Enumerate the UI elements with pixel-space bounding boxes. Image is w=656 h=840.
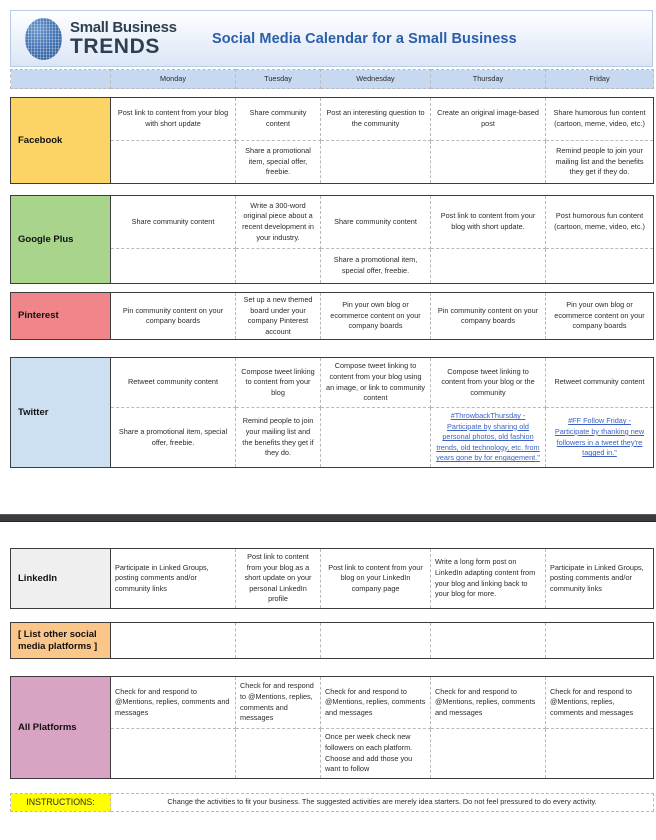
cell-facebook-wednesday-2[interactable] — [321, 141, 431, 184]
cell-list-other-social-media-platforms-monday-1[interactable] — [111, 623, 236, 659]
cell-pinterest-wednesday-1[interactable]: Pin your own blog or ecommerce content on your company boards — [321, 293, 431, 340]
cell-google-plus-tuesday-1[interactable]: Write a 300-word original piece about a recent development in your industry. — [236, 196, 321, 249]
cell-twitter-tuesday-2[interactable]: Remind people to join your mailing list and the benefits they get if they do. — [236, 408, 321, 468]
platform-row — [11, 358, 654, 408]
instructions-table — [10, 793, 654, 812]
platform-label-list-other-social-media-platforms: [ List other social media platforms ] — [11, 623, 111, 659]
day-header-wednesday: Wednesday — [321, 70, 431, 89]
cell-google-plus-thursday-2[interactable] — [431, 249, 546, 284]
small-business-trends-logo — [25, 18, 177, 60]
page-title: Social Media Calendar for a Small Business — [211, 30, 517, 47]
cell-twitter-tuesday-1[interactable]: Compose tweet linking to content from your blog — [236, 358, 321, 408]
day-header-corner — [11, 70, 111, 89]
cell-all-platforms-friday-1[interactable]: Check for and respond to @Mentions, replies, comments and messages — [546, 677, 654, 729]
cell-twitter-thursday-2[interactable] — [431, 408, 546, 468]
page-break-divider — [0, 514, 656, 522]
platform-row — [11, 98, 654, 141]
cell-facebook-thursday-2[interactable] — [431, 141, 546, 184]
cell-facebook-tuesday-1[interactable]: Share community content — [236, 98, 321, 141]
logo-line-2: TRENDS — [70, 35, 160, 58]
cell-all-platforms-monday-1[interactable]: Check for and respond to @Mentions, replies, comments and messages — [111, 677, 236, 729]
cell-link[interactable]: #FF Follow Friday - Participate by thanking new followers in a tweet they're tagged in." — [554, 416, 645, 458]
cell-list-other-social-media-platforms-friday-1[interactable] — [546, 623, 654, 659]
cell-facebook-friday-1[interactable]: Share humorous fun content (cartoon, meme, video, etc.) — [546, 98, 654, 141]
platform-row — [11, 623, 654, 659]
cell-list-other-social-media-platforms-tuesday-1[interactable] — [236, 623, 321, 659]
cell-twitter-friday-2[interactable] — [546, 408, 654, 468]
cell-all-platforms-thursday-1[interactable]: Check for and respond to @Mentions, replies, comments and messages — [431, 677, 546, 729]
cell-google-plus-wednesday-2[interactable]: Share a promotional item, special offer, freebie. — [321, 249, 431, 284]
platform-label-all-platforms: All Platforms — [11, 677, 111, 779]
cell-linkedin-tuesday-1[interactable]: Post link to content from your blog as a short update on your personal LinkedIn profile — [236, 549, 321, 609]
globe-icon — [25, 18, 62, 60]
header-banner — [10, 10, 653, 67]
cell-all-platforms-tuesday-1[interactable]: Check for and respond to @Mentions, replies, comments and messages — [236, 677, 321, 729]
platform-label-facebook: Facebook — [11, 98, 111, 184]
day-header-monday: Monday — [111, 70, 236, 89]
cell-facebook-thursday-1[interactable]: Create an original image-based post — [431, 98, 546, 141]
cell-linkedin-thursday-1[interactable]: Write a long form post on LinkedIn adapting content from your blog and linking back to your blog for more. — [431, 549, 546, 609]
cell-google-plus-monday-1[interactable]: Share community content — [111, 196, 236, 249]
day-header-friday: Friday — [546, 70, 654, 89]
instructions-row — [11, 794, 654, 812]
platform-block-pinterest — [10, 292, 654, 340]
cell-linkedin-wednesday-1[interactable]: Post link to content from your blog on your LinkedIn company page — [321, 549, 431, 609]
platform-label-linkedin: LinkedIn — [11, 549, 111, 609]
cell-linkedin-friday-1[interactable]: Participate in Linked Groups, posting comments and/or community links — [546, 549, 654, 609]
platform-row — [11, 293, 654, 340]
cell-facebook-monday-2[interactable] — [111, 141, 236, 184]
platform-label-google-plus: Google Plus — [11, 196, 111, 284]
cell-pinterest-tuesday-1[interactable]: Set up a new themed board under your company Pinterest account — [236, 293, 321, 340]
cell-facebook-friday-2[interactable]: Remind people to join your mailing list and the benefits they get if they do. — [546, 141, 654, 184]
platform-block-facebook — [10, 97, 654, 184]
cell-google-plus-tuesday-2[interactable] — [236, 249, 321, 284]
platform-block-all-platforms — [10, 676, 654, 779]
cell-list-other-social-media-platforms-thursday-1[interactable] — [431, 623, 546, 659]
cell-pinterest-monday-1[interactable]: Pin community content on your company boards — [111, 293, 236, 340]
day-header-thursday: Thursday — [431, 70, 546, 89]
cell-google-plus-monday-2[interactable] — [111, 249, 236, 284]
platform-block-twitter — [10, 357, 654, 468]
cell-twitter-monday-1[interactable]: Retweet community content — [111, 358, 236, 408]
cell-facebook-tuesday-2[interactable]: Share a promotional item, special offer, freebie. — [236, 141, 321, 184]
platform-block-linkedin — [10, 548, 654, 609]
cell-facebook-wednesday-1[interactable]: Post an interesting question to the community — [321, 98, 431, 141]
cell-twitter-friday-1[interactable]: Retweet community content — [546, 358, 654, 408]
cell-twitter-thursday-1[interactable]: Compose tweet linking to content from your blog or the community — [431, 358, 546, 408]
cell-all-platforms-tuesday-2[interactable] — [236, 729, 321, 779]
cell-all-platforms-monday-2[interactable] — [111, 729, 236, 779]
platform-row — [11, 677, 654, 729]
cell-pinterest-thursday-1[interactable]: Pin community content on your company boards — [431, 293, 546, 340]
platform-block-google-plus — [10, 195, 654, 284]
cell-pinterest-friday-1[interactable]: Pin your own blog or ecommerce content on your company boards — [546, 293, 654, 340]
platform-label-twitter: Twitter — [11, 358, 111, 468]
logo-line-1: Small Business — [70, 19, 177, 36]
cell-facebook-monday-1[interactable]: Post link to content from your blog with short update — [111, 98, 236, 141]
cell-all-platforms-thursday-2[interactable] — [431, 729, 546, 779]
cell-google-plus-friday-1[interactable]: Post humorous fun content (cartoon, meme, video, etc.) — [546, 196, 654, 249]
cell-twitter-wednesday-1[interactable]: Compose tweet linking to content from your blog using an image, or link to community content — [321, 358, 431, 408]
platform-row — [11, 549, 654, 609]
cell-twitter-wednesday-2[interactable] — [321, 408, 431, 468]
cell-list-other-social-media-platforms-wednesday-1[interactable] — [321, 623, 431, 659]
cell-google-plus-wednesday-1[interactable]: Share community content — [321, 196, 431, 249]
day-header-table — [10, 69, 654, 89]
cell-all-platforms-wednesday-1[interactable]: Check for and respond to @Mentions, replies, comments and messages — [321, 677, 431, 729]
instructions-text: Change the activities to fit your business. The suggested activities are merely idea starters. Do not feel pressured to do every activity. — [111, 794, 654, 812]
cell-twitter-monday-2[interactable]: Share a promotional item, special offer, freebie. — [111, 408, 236, 468]
cell-all-platforms-friday-2[interactable] — [546, 729, 654, 779]
platform-block-list-other-social-media-platforms — [10, 622, 654, 659]
platform-row — [11, 196, 654, 249]
platform-label-pinterest: Pinterest — [11, 293, 111, 340]
instructions-label: INSTRUCTIONS: — [11, 794, 111, 812]
cell-link[interactable]: #ThrowbackThursday - Participate by sharing old personal photos, old fashion trends, old technology, etc. from years gone by for engagement." — [436, 411, 540, 463]
day-header-tuesday: Tuesday — [236, 70, 321, 89]
cell-all-platforms-wednesday-2[interactable]: Once per week check new followers on each platform. Choose and add those you want to follow — [321, 729, 431, 779]
cell-linkedin-monday-1[interactable]: Participate in Linked Groups, posting comments and/or community links — [111, 549, 236, 609]
cell-google-plus-thursday-1[interactable]: Post link to content from your blog with short update. — [431, 196, 546, 249]
cell-google-plus-friday-2[interactable] — [546, 249, 654, 284]
day-header-row — [11, 70, 654, 89]
